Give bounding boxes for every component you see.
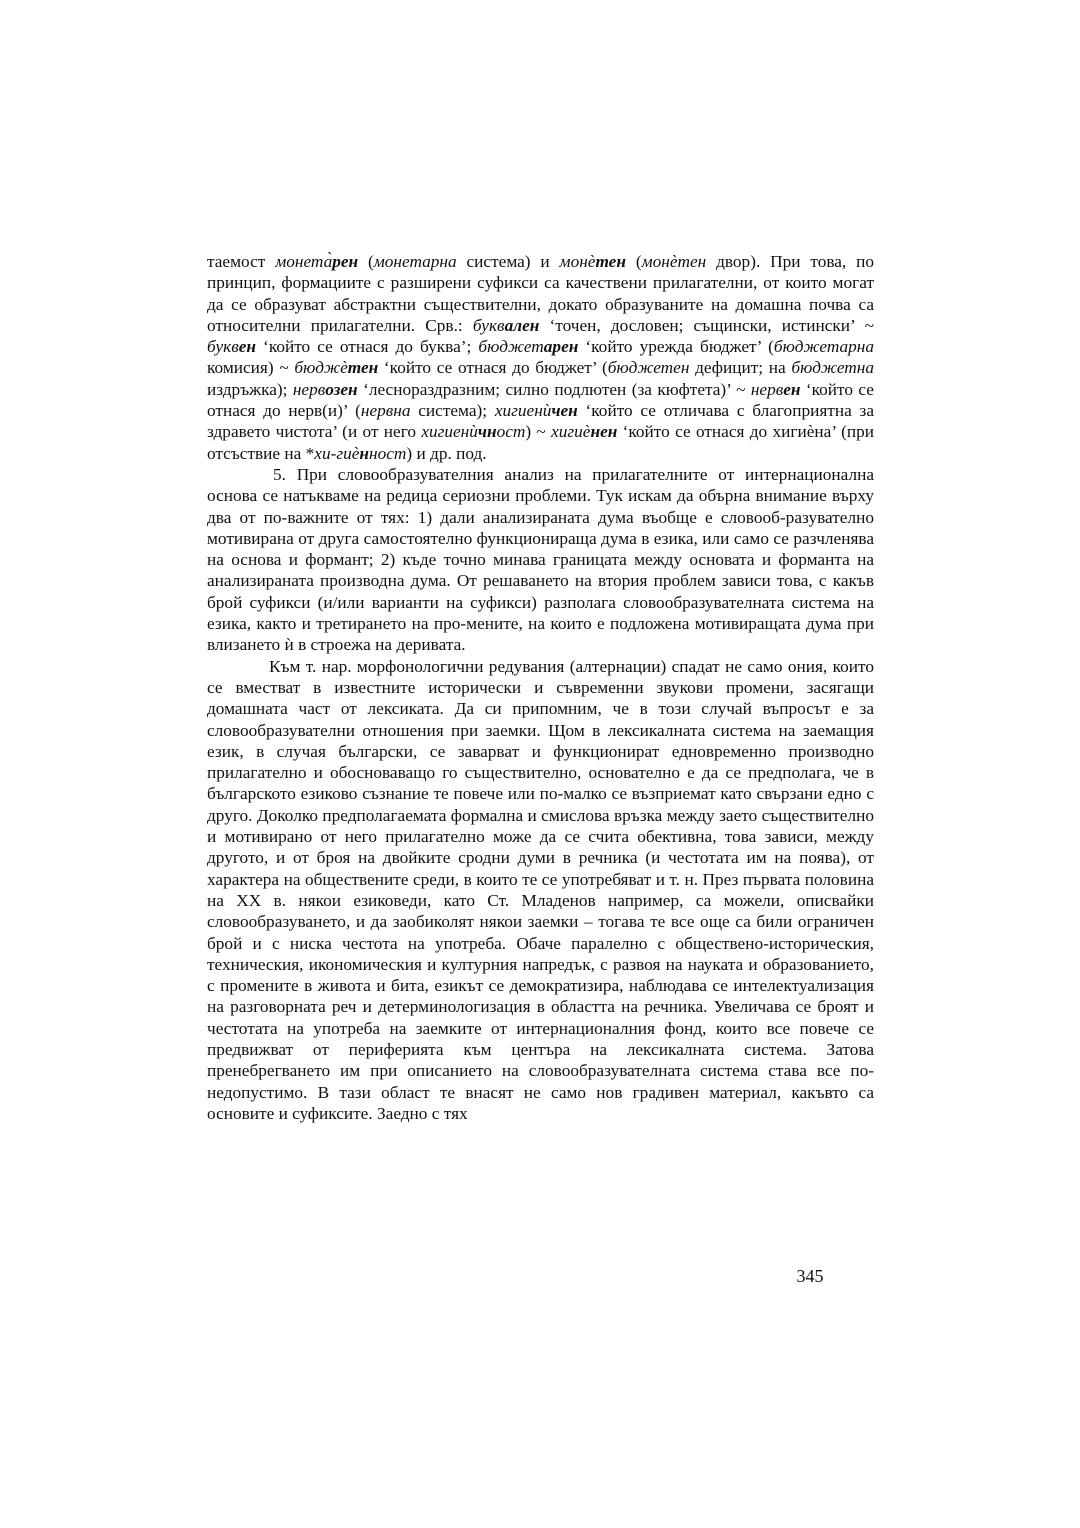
text-run: издръжка); xyxy=(207,379,293,399)
text-run: ‘леснораздразним; силно подлютен (за кюфтета)’ ~ xyxy=(357,379,751,399)
text-run: Към т. нар. морфонологични редувания (алтернации) спадат не само ония, които се вместват в известните исторически и съвременни звукови промени, засягащи домашната част от лексиката. Да си припомним, че в този случай въпросът е за словообразувателни отношения при заемки. Щом в лексикалната система на заемащия език, в случая български, се заварват и функционират едновременно производно прилагателно и обосноваващо го съществително, основателно е да се предполага, че в българското езиково съзнание те повече или по-малко се възприемат като свързани едно с друго. Доколко предполагаемата формална и смислова връзка между заето съществително и мотивирано от него прилагателно може да се счита обективна, това зависи, между другото, и от броя на двойките сродни думи в речника (и честотата им на поява), от характера на обществените среди, в които те се употребяват и т. н. През първата половина на XX в. някои езиковеди, като Ст. Младенов например, са можели, описвайки словообразуването, и да заобиколят някои заемки – тогава те все още са били ограничен брой и с ниска честота на употреба. Обаче паралелно с обществено-историческия, техническия, икономическия и културния напредък, с развоя на науката и образованието, с промените в живота и бита, езикът се демократизира, наблюдава се интелектуализация на разговорната реч и детерминологизация в областта на речника. Увеличава се броят и честотата на употреба на заемките от интернационалния фонд, които все повече се предвижват от периферията към центъра на лексикалната система. Затова пренебрегването им при описанието на словообразувателната система става все по-недопустимо. В тази област те внасят не само нов градивен материал, какъвто са основите и суфиксите. Заедно с тях xyxy=(207,656,874,1123)
text-run: дефицит; на xyxy=(689,358,792,378)
text-run: ‘който се отнася до нерв(и)’ ( xyxy=(207,379,874,421)
text-run: ‘който се отличава с благоприятна за здравето чистота’ (и от него xyxy=(207,401,874,442)
text-run: ( xyxy=(358,252,374,271)
example-word: монета̀ xyxy=(275,252,333,271)
example-word-suffix xyxy=(478,422,497,441)
paragraph-examples xyxy=(207,251,874,464)
example-word-suffix xyxy=(505,316,540,335)
example-word-suffix xyxy=(348,358,378,377)
example-word: монѐтен xyxy=(641,252,707,271)
text-run: ‘който се отнася до бюджет’ ( xyxy=(378,358,608,378)
text-run: система); xyxy=(410,401,495,421)
example-word-suffix xyxy=(359,444,369,463)
text-run: ) и др. под. xyxy=(406,443,487,463)
emphasized-suffix: тен xyxy=(347,358,379,378)
example-word-suffix xyxy=(332,252,358,271)
text-run: 5. При словообразувателния анализ на прилагателните от интернационална основа се натъкваме на редица сериозни проблеми. Тук искам да обърна внимание върху два от по-важните от тях: 1) дали анализираната дума въобще е словооб-разувателно мотивирана от друга самостоятелно функционираща дума в езика, или само се разчленява на основа и формант; 2) къде точно минава границата между основата и форманта на анализираната производна дума. От решаването на втория проблем зависи това, с какъв брой суфикси (и/или варианти на суфикси) разполага словообразувателната система на езика, както и третирането на про-мените, на които е подложена мотивиращата дума при влизането ѝ в строежа на деривата. xyxy=(207,464,874,655)
text-run: таемост xyxy=(207,252,276,271)
example-word: хигиенѝ xyxy=(494,401,552,421)
example-word: ост xyxy=(496,422,526,442)
emphasized-suffix: чен xyxy=(551,401,578,421)
example-word: ност xyxy=(369,443,407,463)
example-word: монетарна xyxy=(373,252,457,271)
emphasized-suffix: тен xyxy=(595,252,626,271)
text-run: ( xyxy=(625,252,642,271)
emphasized-suffix: озен xyxy=(325,379,358,399)
emphasized-suffix: ен xyxy=(238,337,256,357)
page-number: 345 xyxy=(796,1266,824,1286)
emphasized-suffix: нен xyxy=(590,422,618,442)
text-run: ‘който се отнася до хигиѐна’ (при отсъствие на * xyxy=(207,422,874,463)
example-word: хи-гиѐ xyxy=(314,443,360,463)
emphasized-suffix: н xyxy=(359,443,370,463)
example-word-suffix xyxy=(544,337,579,356)
text-run: система) и xyxy=(456,252,560,271)
example-word: бюджетен xyxy=(607,358,690,378)
example-word: хигиѐ xyxy=(551,422,591,442)
emphasized-suffix: арен xyxy=(543,337,579,357)
example-word: нерв xyxy=(292,379,326,399)
example-word: бюджетна xyxy=(791,358,874,378)
document-body xyxy=(207,251,874,1124)
text-run: ‘точен, дословен; същински, истински’ ~ xyxy=(539,315,875,335)
example-word: нервна xyxy=(360,401,411,421)
text-run: ‘който урежда бюджет’ ( xyxy=(578,337,774,357)
example-word-suffix xyxy=(595,252,625,271)
example-word: бюджетарна xyxy=(773,337,874,357)
example-word: бюджет xyxy=(478,337,544,357)
example-word: бюджѐ xyxy=(294,358,348,378)
example-word-suffix xyxy=(325,380,357,399)
text-run: ) ~ xyxy=(525,422,552,442)
example-word-suffix xyxy=(590,422,617,441)
example-word: букв xyxy=(472,315,505,335)
example-word-suffix xyxy=(239,337,256,356)
example-word: монѐ xyxy=(559,252,596,271)
example-word-suffix xyxy=(783,380,800,399)
example-word: хигиенѝ xyxy=(421,422,478,442)
emphasized-suffix: ен xyxy=(783,379,801,399)
example-word-suffix xyxy=(551,401,577,420)
text-run: двор). При това, по принцип, формациите с разширени суфикси са качествени прилагателни, от които могат да се образуват абстрактни съществителни, докато образуваните на домашна почва са относителни прилагателни. Срв.: xyxy=(207,252,875,335)
paragraph-section-5 xyxy=(207,464,874,656)
emphasized-suffix: рен xyxy=(332,252,359,271)
emphasized-suffix: ален xyxy=(504,315,540,335)
example-word: букв xyxy=(207,337,239,357)
emphasized-suffix: чн xyxy=(477,422,497,442)
paragraph-alternations xyxy=(207,656,874,1125)
example-word: нерв xyxy=(750,379,784,399)
text-run: комисия) ~ xyxy=(207,358,295,378)
text-run: ‘който се отнася до буква’; xyxy=(255,337,479,357)
